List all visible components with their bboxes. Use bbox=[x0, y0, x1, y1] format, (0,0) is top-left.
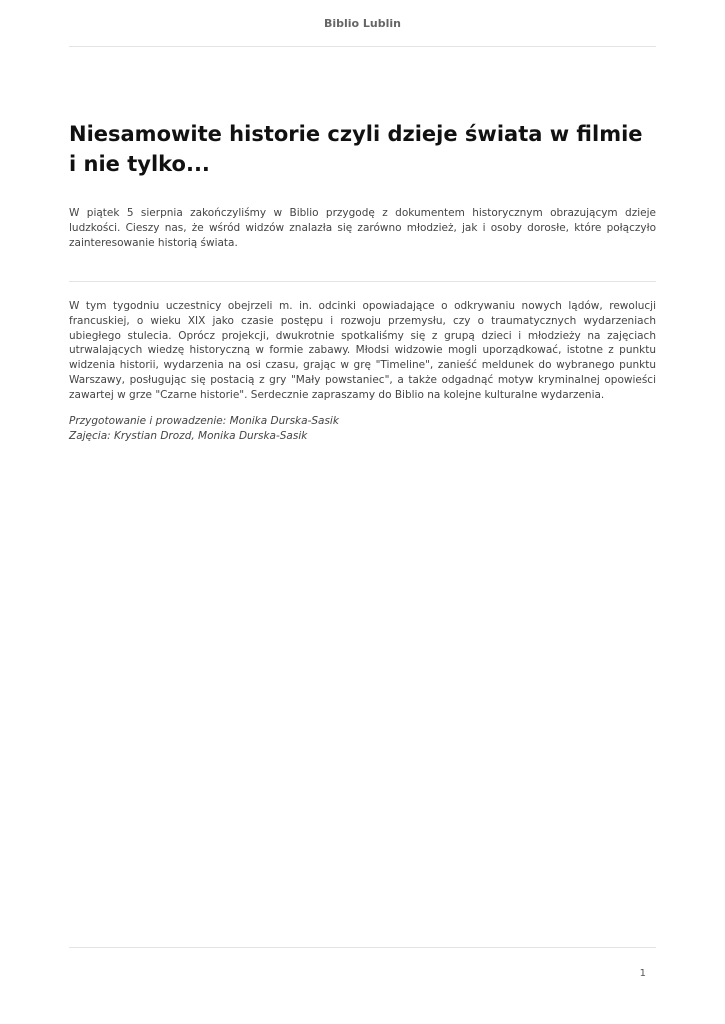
footer-divider bbox=[69, 947, 656, 948]
site-name: Biblio Lublin bbox=[323, 17, 402, 30]
page-number: 1 bbox=[639, 968, 646, 979]
article-body: W tym tygodniu uczestnicy obejrzeli m. in. odcinki opowiadające o odkrywaniu nowych lądów, rewolucji francuskiej, o wieku XIX jako czasie postępu i rozwoju przemysłu, czy o traumatycznych wydarzeniach ubiegłego stulecia. Oprócz projekcji, dwukrotnie spotkaliśmy się z grupą dzieci i młodzieży na zajęciach utrwalających wiedzę historyczną w formie zabawy. Młodsi widzowie mogli uporządkować, istotne z punktu widzenia historii, wydarzenia na osi czasu, grając w grę "Timeline", zanieść meldunek do wybranego punktu Warszawy, posługując się postacią z gry "Mały powstaniec", a także odgadnąć motyw kryminalnej opowieści zawartej w grze "Czarne historie". Serdecznie zapraszamy do Biblio na kolejne kulturalne wydarzenia. bbox=[69, 300, 656, 401]
header-divider bbox=[69, 46, 656, 47]
credit-line-preparation: Przygotowanie i prowadzenie: Monika Durska-Sasik bbox=[69, 415, 339, 427]
credit-line-classes: Zajęcia: Krystian Drozd, Monika Durska-Sasik bbox=[69, 429, 308, 442]
content-divider bbox=[69, 281, 656, 282]
article-credits bbox=[69, 414, 656, 444]
article-lead: W piątek 5 sierpnia zakończyliśmy w Biblio przygodę z dokumentem historycznym obrazującym dzieje ludzkości. Cieszy nas, że wśród widzów znalazła się zarówno młodzież, jak i osoby dorosłe, które połączyło zainteresowanie historią świata. bbox=[69, 207, 656, 249]
article-title: Niesamowite historie czyli dzieje świata w filmie i nie tylko... bbox=[69, 122, 643, 176]
